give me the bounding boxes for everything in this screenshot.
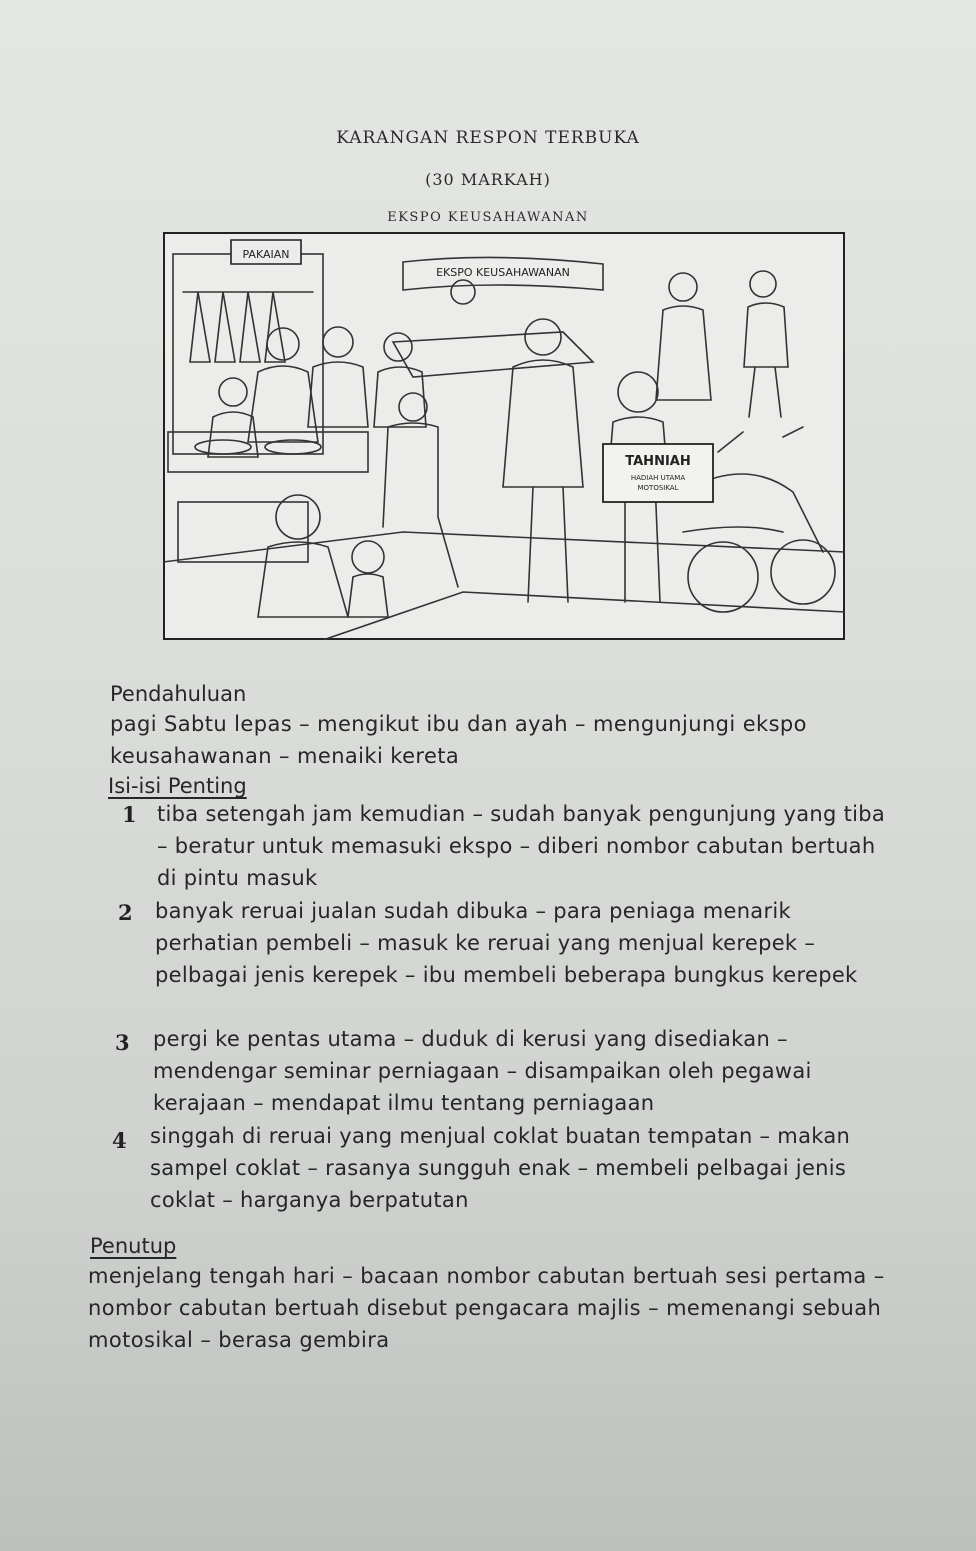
svg-text:HADIAH UTAMA: HADIAH UTAMA (630, 474, 686, 482)
point-number: 4 (112, 1128, 127, 1153)
point-text: banyak reruai jualan sudah dibuka – para peniaga menarik perhatian pembeli – masuk ke reruai yang menjual kerepek – pelbagai jenis kerepek – ibu membeli beberapa bungkus kerepek (155, 899, 858, 987)
svg-text:TAHNIAH: TAHNIAH (625, 454, 691, 469)
point-number: 3 (115, 1030, 130, 1055)
point-number: 1 (122, 802, 137, 827)
point-number: 2 (118, 900, 133, 925)
marks-label: (30 MARKAH) (425, 170, 551, 189)
illustration-title: EKSPO KEUSAHAWANAN (387, 210, 589, 225)
intro-heading: Pendahuluan (110, 682, 247, 706)
expo-illustration (163, 232, 845, 640)
expo-banner-text: EKSPO KEUSAHAWANAN (436, 266, 570, 279)
point-text: singgah di reruai yang menjual coklat buatan tempatan – makan sampel coklat – rasanya sungguh enak – membeli pelbagai jenis coklat – harganya berpatutan (150, 1124, 851, 1212)
svg-text:MOTOSIKAL: MOTOSIKAL (637, 484, 679, 492)
point-text: pergi ke pentas utama – duduk di kerusi yang disediakan – mendengar seminar perniagaan – disampaikan oleh pegawai kerajaan – mendapat ilmu tentang perniagaan (153, 1027, 812, 1115)
page-title: KARANGAN RESPON TERBUKA (336, 128, 640, 148)
body-heading: Isi-isi Penting (108, 774, 247, 798)
intro-text: pagi Sabtu lepas – mengikut ibu dan ayah – mengunjungi ekspo keusahawanan – menaiki kereta (110, 712, 807, 768)
point-text: tiba setengah jam kemudian – sudah banyak pengunjung yang tiba – beratur untuk memasuki ekspo – diberi nombor cabutan bertuah di pintu masuk (157, 802, 886, 890)
closing-text: menjelang tengah hari – bacaan nombor cabutan bertuah sesi pertama – nombor cabutan bertuah disebut pengacara majlis – memenangi sebuah motosikal – berasa gembira (88, 1264, 885, 1352)
prize-board (603, 444, 713, 502)
closing-heading: Penutup (90, 1234, 177, 1258)
stall-sign (231, 240, 301, 264)
svg-text:PAKAIAN: PAKAIAN (242, 248, 290, 261)
